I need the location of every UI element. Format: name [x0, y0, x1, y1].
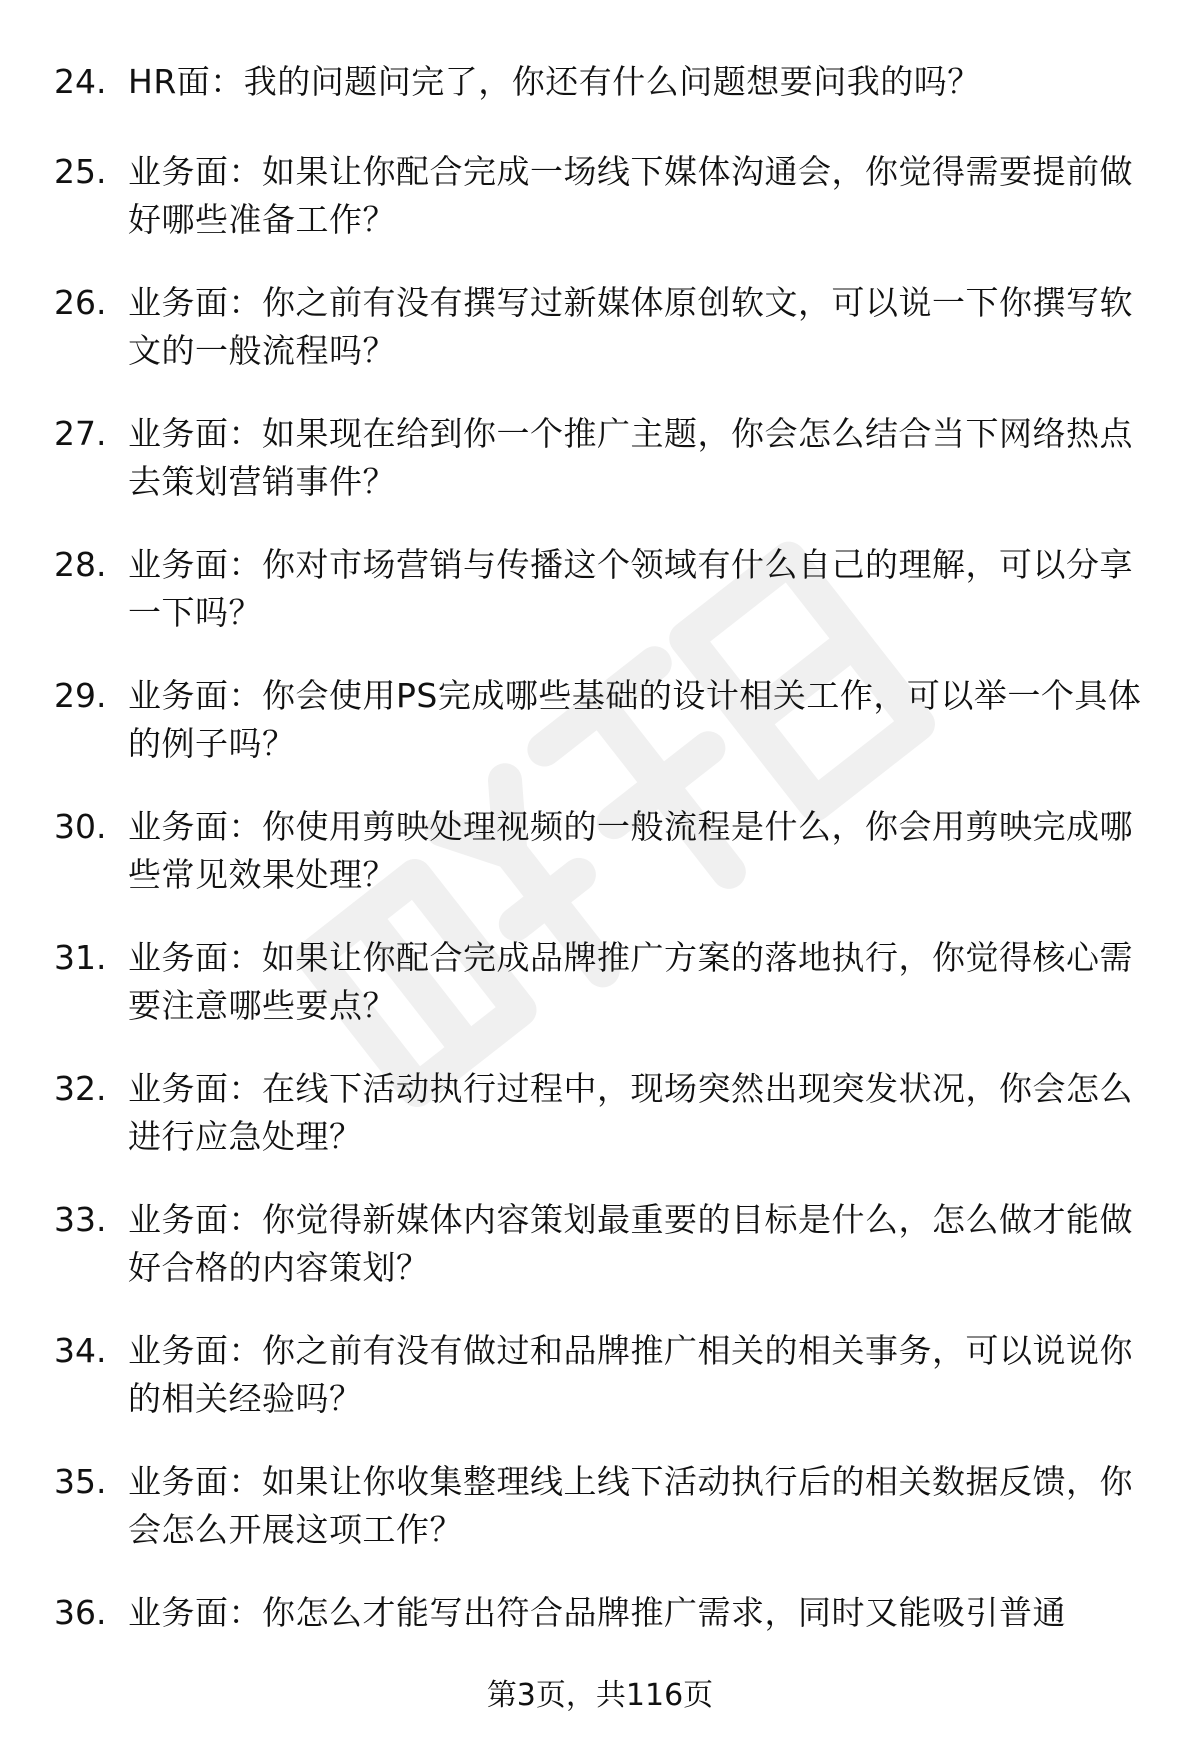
list-item: [0, 1458, 1200, 1589]
question-text: 业务面：你会使用PS完成哪些基础的设计相关工作，可以举一个具体的例子吗？: [128, 676, 1142, 763]
question-number: 34.: [54, 1331, 107, 1370]
question-number: 31.: [54, 938, 107, 977]
question-text: 业务面：你使用剪映处理视频的一般流程是什么，你会用剪映完成哪些常见效果处理？: [128, 807, 1133, 894]
list-item: [0, 58, 1200, 148]
list-item: [0, 279, 1200, 410]
question-number: 32.: [54, 1069, 107, 1108]
question-text: 业务面：你觉得新媒体内容策划最重要的目标是什么，怎么做才能做好合格的内容策划？: [128, 1200, 1133, 1287]
list-item: [0, 1589, 1200, 1679]
question-number: 25.: [54, 152, 107, 191]
list-item: [0, 1196, 1200, 1327]
page-footer: 第3页，共116页: [486, 1678, 714, 1713]
question-text: 业务面：你怎么才能写出符合品牌推广需求，同时又能吸引普通: [128, 1593, 1066, 1632]
question-number: 30.: [54, 807, 107, 846]
list-item: [0, 1327, 1200, 1458]
question-number: 24.: [54, 62, 107, 101]
question-text: 业务面：你之前有没有撰写过新媒体原创软文，可以说一下你撰写软文的一般流程吗？: [128, 283, 1133, 370]
question-text: 业务面：在线下活动执行过程中，现场突然出现突发状况，你会怎么进行应急处理？: [128, 1069, 1133, 1156]
question-text: HR面：我的问题问完了，你还有什么问题想要问我的吗？: [128, 62, 981, 101]
question-text: 业务面：如果让你配合完成一场线下媒体沟通会，你觉得需要提前做好哪些准备工作？: [128, 152, 1133, 239]
list-item: [0, 934, 1200, 1065]
question-text: 业务面：你对市场营销与传播这个领域有什么自己的理解，可以分享一下吗？: [128, 545, 1133, 632]
question-text: 业务面：如果让你收集整理线上线下活动执行后的相关数据反馈，你会怎么开展这项工作？: [128, 1462, 1133, 1549]
list-item: [0, 672, 1200, 803]
question-number: 36.: [54, 1593, 107, 1632]
question-number: 27.: [54, 414, 107, 453]
list-item: [0, 803, 1200, 934]
list-item: [0, 1065, 1200, 1196]
question-text: 业务面：你之前有没有做过和品牌推广相关的相关事务，可以说说你的相关经验吗？: [128, 1331, 1133, 1418]
question-text: 业务面：如果让你配合完成品牌推广方案的落地执行，你觉得核心需要注意哪些要点？: [128, 938, 1133, 1025]
question-number: 29.: [54, 676, 107, 715]
question-number: 35.: [54, 1462, 107, 1501]
question-number: 33.: [54, 1200, 107, 1239]
question-number: 28.: [54, 545, 107, 584]
list-item: [0, 541, 1200, 672]
question-number: 26.: [54, 283, 107, 322]
list-item: [0, 410, 1200, 541]
list-item: [0, 148, 1200, 279]
question-text: 业务面：如果现在给到你一个推广主题，你会怎么结合当下网络热点去策划营销事件？: [128, 414, 1133, 501]
question-list: [0, 58, 1200, 1679]
